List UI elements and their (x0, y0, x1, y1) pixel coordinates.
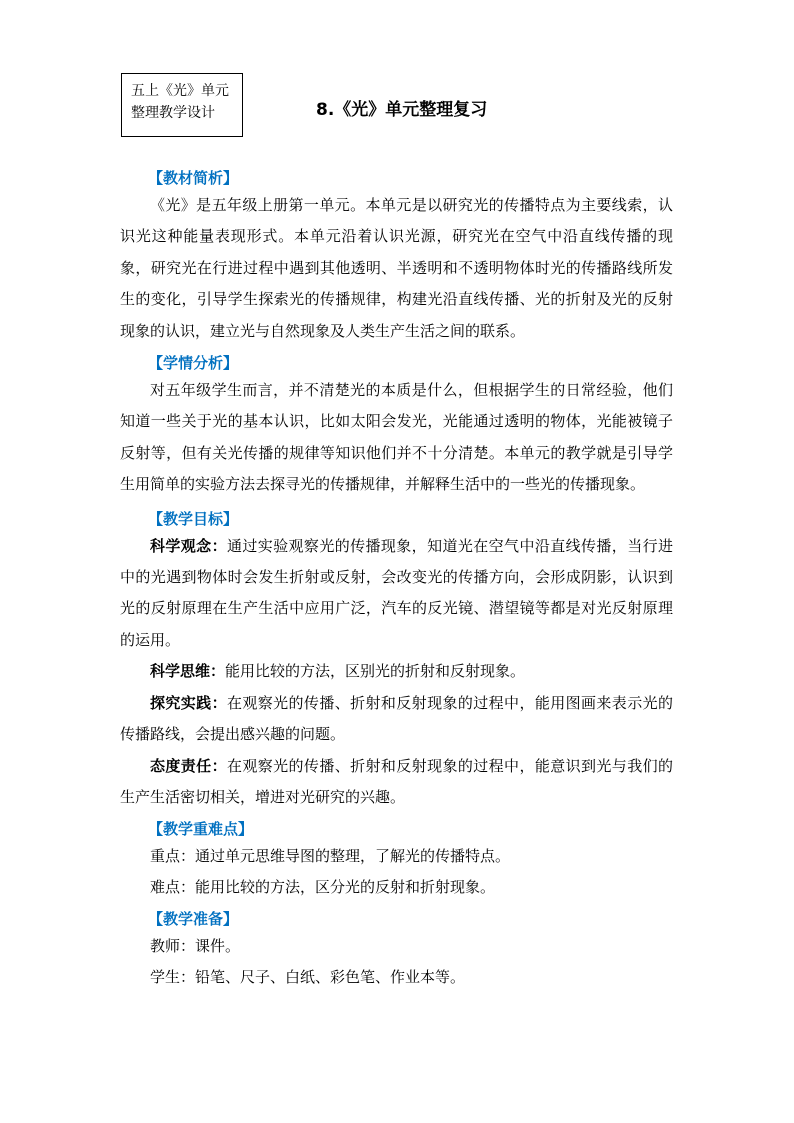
section-heading-textbook: 【教材简析】 (148, 169, 239, 187)
textbook-analysis-paragraph: 《光》是五年级上册第一单元。本单元是以研究光的传播特点为主要线索，认识光这种能量表现形式。本单元沿着认识光源，研究光在空气中沿直线传播的现象，研究光在行进过程中遇到其他透明、半透明和不透明物体时光的传播路线所发生的变化，引导学生探索光的传播规律，构建光沿直线传播、光的折射及光的反射现象的认识，建立光与自然现象及人类生产生活之间的联系。 (120, 196, 673, 340)
goal-science-concept-label: 科学观念： (150, 536, 227, 555)
document-body (120, 166, 673, 993)
section-heading-key-points: 【教学重难点】 (148, 820, 254, 839)
goal-science-thinking-label: 科学思维： (150, 662, 226, 681)
student-preparation-line: 学生：铅笔、尺子、白纸、彩色笔、作业本等。 (150, 968, 466, 987)
goal-inquiry-text: 在观察光的传播、折射和反射现象的过程中，能用图画来表示光的传播路线，会提出感兴趣的问题。 (120, 693, 673, 744)
section-heading-preparation: 【教学准备】 (148, 910, 239, 929)
teacher-preparation-line: 教师：课件。 (150, 937, 241, 956)
goal-inquiry-label: 探究实践： (150, 693, 227, 712)
unit-tag-line-1: 五上《光》单元 (131, 83, 229, 99)
goal-attitude-responsibility (120, 751, 673, 814)
goal-inquiry-practice (120, 688, 673, 751)
goal-science-concept-text: 通过实验观察光的传播现象，知道光在空气中沿直线传播，当行进中的光遇到物体时会发生折射或反射，会改变光的传播方向，会形成阴影，认识到光的反射原理在生产生活中应用广泛，汽车的反光镜、潜望镜等都是对光反射原理的运用。 (120, 536, 673, 649)
difficult-point-line: 难点：能用比较的方法，区分光的反射和折射现象。 (150, 878, 496, 897)
student-analysis-paragraph: 对五年级学生而言，并不清楚光的本质是什么，但根据学生的日常经验，他们知道一些关于光的基本认识，比如太阳会发光，光能通过透明的物体，光能被镜子反射等，但有关光传播的规律等知识他们并不十分清楚。本单元的教学就是引导学生用简单的实验方法去探寻光的传播规律，并解释生活中的一些光的传播现象。 (120, 381, 673, 494)
goal-science-thinking-text: 能用比较的方法，区别光的折射和反射现象。 (225, 662, 526, 681)
page-title: 8.《光》单元整理复习 (316, 100, 488, 120)
unit-tag-line-2: 整理教学设计 (131, 105, 215, 121)
goal-science-thinking (120, 656, 673, 687)
section-heading-goals: 【教学目标】 (148, 509, 239, 528)
goal-attitude-text: 在观察光的传播、折射和反射现象的过程中，能意识到光与我们的生产生活密切相关，增进对光研究的兴趣。 (120, 756, 673, 806)
goal-science-concept (120, 531, 673, 657)
goal-attitude-label: 态度责任： (150, 756, 227, 775)
key-point-line: 重点：通过单元思维导图的整理，了解光的传播特点。 (150, 847, 511, 866)
unit-tag-box (121, 73, 243, 137)
section-heading-students: 【学情分析】 (148, 354, 239, 373)
